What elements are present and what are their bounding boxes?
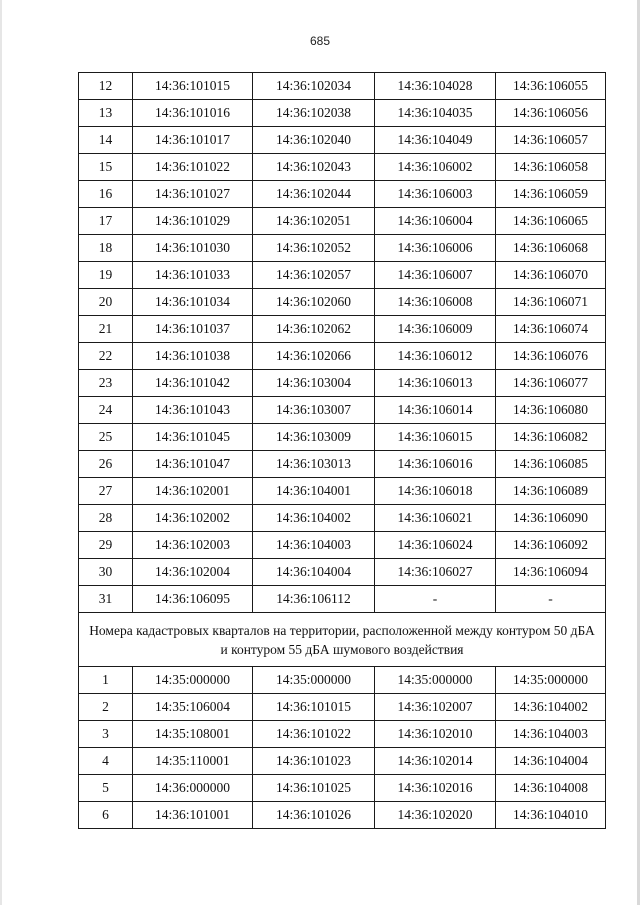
cadastral-number-cell: 14:36:106090 [496,505,606,532]
table-row [79,343,606,370]
row-number-cell: 17 [79,208,133,235]
cadastral-number-cell: 14:36:104049 [375,127,496,154]
cadastral-number-cell: 14:36:106015 [375,424,496,451]
cadastral-number-cell: 14:36:102062 [253,316,375,343]
cadastral-number-cell: 14:36:103013 [253,451,375,478]
table-row [79,370,606,397]
cadastral-number-cell: 14:36:106085 [496,451,606,478]
table-row [79,802,606,829]
cadastral-number-cell: 14:35:108001 [133,721,253,748]
cadastral-number-cell: 14:36:106007 [375,262,496,289]
section-heading: Номера кадастровых кварталов на территории, расположенной между контуром 50 дБА и контуром 55 дБА шумового воздействия [79,613,606,667]
cadastral-number-cell: 14:36:101023 [253,748,375,775]
table-row [79,478,606,505]
table-row [79,100,606,127]
cadastral-number-cell: 14:36:106002 [375,154,496,181]
cadastral-number-cell: 14:36:102014 [375,748,496,775]
row-number-cell: 23 [79,370,133,397]
cadastral-number-cell: 14:36:102057 [253,262,375,289]
cadastral-number-cell: 14:36:104028 [375,73,496,100]
cadastral-number-cell: 14:36:102044 [253,181,375,208]
cadastral-number-cell: 14:36:102038 [253,100,375,127]
row-number-cell: 27 [79,478,133,505]
cadastral-number-cell: 14:36:106006 [375,235,496,262]
row-number-cell: 19 [79,262,133,289]
row-number-cell: 20 [79,289,133,316]
cadastral-number-cell: 14:36:106080 [496,397,606,424]
cadastral-number-cell: 14:36:106027 [375,559,496,586]
cadastral-table-body [79,73,606,829]
cadastral-number-cell: 14:36:106095 [133,586,253,613]
table-row [79,505,606,532]
cadastral-number-cell: 14:36:101042 [133,370,253,397]
cadastral-number-cell: 14:36:106068 [496,235,606,262]
cadastral-number-cell: 14:36:106074 [496,316,606,343]
cadastral-number-cell: 14:36:101027 [133,181,253,208]
row-number-cell: 21 [79,316,133,343]
cadastral-number-cell: 14:36:104003 [496,721,606,748]
cadastral-number-cell: 14:36:102002 [133,505,253,532]
cadastral-number-cell: 14:36:102004 [133,559,253,586]
cadastral-number-cell: 14:36:101026 [253,802,375,829]
row-number-cell: 6 [79,802,133,829]
table-row [79,424,606,451]
cadastral-number-cell: 14:36:101033 [133,262,253,289]
cadastral-number-cell: 14:36:106094 [496,559,606,586]
row-number-cell: 24 [79,397,133,424]
cadastral-number-cell: 14:36:104008 [496,775,606,802]
cadastral-number-cell: 14:35:000000 [133,667,253,694]
cadastral-number-cell: 14:36:101015 [253,694,375,721]
page-number: 685 [309,34,331,48]
cadastral-number-cell: 14:36:103004 [253,370,375,397]
row-number-cell: 25 [79,424,133,451]
cadastral-number-cell: 14:36:101025 [253,775,375,802]
row-number-cell: 30 [79,559,133,586]
cadastral-number-cell: 14:36:106004 [375,208,496,235]
row-number-cell: 2 [79,694,133,721]
cadastral-number-cell: 14:36:102051 [253,208,375,235]
cadastral-number-cell: 14:36:101015 [133,73,253,100]
cadastral-number-cell: 14:36:101043 [133,397,253,424]
table-row [79,181,606,208]
scan-edge-left [0,0,2,905]
cadastral-number-cell: 14:36:104001 [253,478,375,505]
cadastral-number-cell: 14:36:101029 [133,208,253,235]
cadastral-number-cell: 14:36:106009 [375,316,496,343]
cadastral-number-cell: 14:36:106018 [375,478,496,505]
row-number-cell: 29 [79,532,133,559]
cadastral-number-cell: 14:36:106016 [375,451,496,478]
cadastral-number-cell: - [375,586,496,613]
row-number-cell: 28 [79,505,133,532]
cadastral-number-cell: 14:36:101017 [133,127,253,154]
cadastral-number-cell: 14:36:102040 [253,127,375,154]
cadastral-number-cell: 14:36:101022 [133,154,253,181]
row-number-cell: 1 [79,667,133,694]
cadastral-number-cell: 14:35:000000 [496,667,606,694]
cadastral-number-cell: 14:36:101034 [133,289,253,316]
row-number-cell: 18 [79,235,133,262]
cadastral-number-cell: 14:36:102001 [133,478,253,505]
row-number-cell: 22 [79,343,133,370]
table-row [79,451,606,478]
table-row [79,316,606,343]
cadastral-number-cell: 14:36:102007 [375,694,496,721]
cadastral-number-cell: 14:36:106071 [496,289,606,316]
table-row [79,748,606,775]
row-number-cell: 14 [79,127,133,154]
cadastral-number-cell: 14:36:106112 [253,586,375,613]
table-row [79,775,606,802]
cadastral-number-cell: 14:36:101045 [133,424,253,451]
table-row [79,694,606,721]
cadastral-number-cell: 14:36:102016 [375,775,496,802]
cadastral-number-cell: 14:36:102020 [375,802,496,829]
table-row [79,532,606,559]
cadastral-number-cell: 14:36:102003 [133,532,253,559]
table-row [79,208,606,235]
table-row [79,559,606,586]
table-row [79,73,606,100]
table-row [79,289,606,316]
table-row [79,667,606,694]
table-row [79,586,606,613]
cadastral-number-cell: 14:35:000000 [253,667,375,694]
cadastral-number-cell: 14:35:110001 [133,748,253,775]
cadastral-number-cell: 14:36:106076 [496,343,606,370]
cadastral-number-cell: 14:36:101001 [133,802,253,829]
cadastral-number-cell: 14:36:103009 [253,424,375,451]
table-row [79,235,606,262]
cadastral-number-cell: 14:36:104004 [496,748,606,775]
row-number-cell: 26 [79,451,133,478]
cadastral-number-cell: 14:36:106013 [375,370,496,397]
cadastral-number-cell: 14:36:104002 [496,694,606,721]
cadastral-number-cell: 14:36:000000 [133,775,253,802]
row-number-cell: 15 [79,154,133,181]
cadastral-number-cell: 14:36:106014 [375,397,496,424]
cadastral-number-cell: 14:36:106070 [496,262,606,289]
cadastral-number-cell: 14:35:106004 [133,694,253,721]
cadastral-number-cell: 14:36:103007 [253,397,375,424]
row-number-cell: 13 [79,100,133,127]
row-number-cell: 31 [79,586,133,613]
cadastral-number-cell: 14:36:102052 [253,235,375,262]
cadastral-number-cell: 14:36:101016 [133,100,253,127]
cadastral-number-cell: 14:36:106059 [496,181,606,208]
table-row [79,127,606,154]
cadastral-number-cell: 14:36:102010 [375,721,496,748]
cadastral-number-cell: 14:36:106003 [375,181,496,208]
row-number-cell: 5 [79,775,133,802]
cadastral-number-cell: 14:36:106021 [375,505,496,532]
cadastral-number-cell: 14:36:102034 [253,73,375,100]
cadastral-number-cell: 14:36:106056 [496,100,606,127]
cadastral-number-cell: 14:36:106057 [496,127,606,154]
cadastral-number-cell: 14:36:106055 [496,73,606,100]
table-row [79,397,606,424]
row-number-cell: 12 [79,73,133,100]
cadastral-number-cell: 14:36:104035 [375,100,496,127]
cadastral-number-cell: 14:36:101037 [133,316,253,343]
cadastral-table [78,72,606,829]
cadastral-number-cell: 14:36:102043 [253,154,375,181]
cadastral-number-cell: 14:36:102060 [253,289,375,316]
cadastral-number-cell: 14:36:106058 [496,154,606,181]
cadastral-number-cell: - [496,586,606,613]
cadastral-number-cell: 14:36:102066 [253,343,375,370]
row-number-cell: 4 [79,748,133,775]
row-number-cell: 3 [79,721,133,748]
cadastral-number-cell: 14:35:000000 [375,667,496,694]
cadastral-number-cell: 14:36:101030 [133,235,253,262]
cadastral-number-cell: 14:36:101038 [133,343,253,370]
cadastral-number-cell: 14:36:106008 [375,289,496,316]
cadastral-number-cell: 14:36:104004 [253,559,375,586]
row-number-cell: 16 [79,181,133,208]
cadastral-number-cell: 14:36:106065 [496,208,606,235]
table-row [79,154,606,181]
cadastral-number-cell: 14:36:106077 [496,370,606,397]
section-header-row [79,613,606,667]
table-row [79,262,606,289]
cadastral-number-cell: 14:36:106089 [496,478,606,505]
cadastral-number-cell: 14:36:104002 [253,505,375,532]
cadastral-number-cell: 14:36:106092 [496,532,606,559]
cadastral-number-cell: 14:36:101047 [133,451,253,478]
cadastral-number-cell: 14:36:104003 [253,532,375,559]
cadastral-number-cell: 14:36:106012 [375,343,496,370]
cadastral-number-cell: 14:36:101022 [253,721,375,748]
table-row [79,721,606,748]
cadastral-number-cell: 14:36:104010 [496,802,606,829]
cadastral-number-cell: 14:36:106082 [496,424,606,451]
cadastral-number-cell: 14:36:106024 [375,532,496,559]
